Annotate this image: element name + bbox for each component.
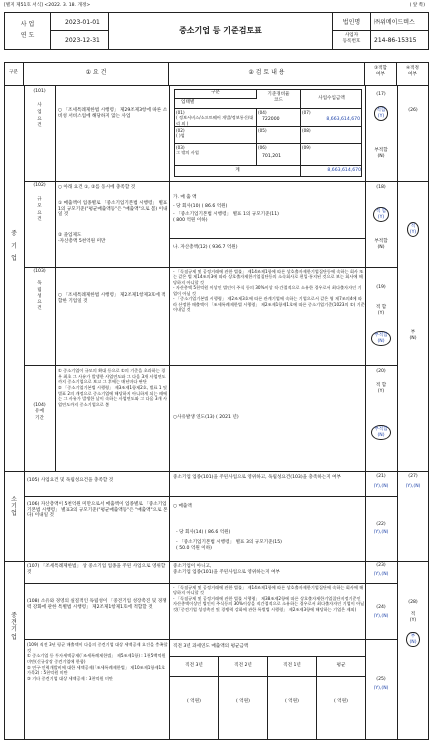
business-line1-amount: 8,663,614,670 bbox=[326, 117, 360, 123]
row-109-fit-no: (25) bbox=[376, 677, 386, 682]
row-105-fit[interactable]: (Y),(N) bbox=[373, 484, 389, 489]
col-review: ② 검 토 내 용 bbox=[169, 62, 365, 85]
row-102-rev4: 나. 자산총액(12) ( 936.7 억원) bbox=[173, 245, 238, 250]
revenue-col-1: 직전 3년 bbox=[170, 657, 219, 677]
page-label: ( 앞 쪽) bbox=[409, 3, 425, 8]
row-102-rev2: - 당 회사(10) ( 86.6 억원) bbox=[173, 203, 228, 209]
row-106-fit[interactable]: (Y),(N) bbox=[373, 530, 389, 535]
row-104-fit-no-label[interactable]: 부적합 (N) bbox=[371, 425, 390, 440]
row-108 bbox=[24, 583, 429, 639]
business-table-head-type: 구분 bbox=[175, 90, 257, 99]
biz-no-label: 사업자 등록번호 bbox=[333, 31, 371, 50]
row-106-rev1: ○ 매출액 bbox=[173, 504, 192, 509]
row-102-fit-yes[interactable]: 적 합 (Y) bbox=[373, 207, 389, 222]
row-107-requirement: (107) 「조세특례제한법」 상 중소기업 업종을 주된 사업으로 영위할 것 bbox=[27, 564, 166, 575]
row-103-fit-yes[interactable]: 적 합 (Y) bbox=[375, 305, 387, 316]
row-102-rev1: 가. 매 출 액 bbox=[173, 195, 197, 200]
row-102-code: (102) 규 모 요 건 bbox=[33, 183, 46, 223]
corp-name: ㈜위메이드텍스 bbox=[371, 13, 429, 31]
row-102-req2: ① 매출액이 업종별로 「중소기업기본법 시행령」 별표 1의 규모기준("평균매출액등"은 "매출액"으로 봄) 이내일 것 bbox=[58, 201, 168, 218]
revenue-val-avg: ( 억원) bbox=[334, 699, 348, 704]
col-fit3: ③적합 여부 bbox=[365, 62, 397, 85]
col-section: 구분 bbox=[4, 62, 24, 85]
row-106-rev3: - 「중소기업기본법 시행령」 별표 3의 규모기준(15) ( 50.0 억원 이하) bbox=[176, 540, 282, 551]
row-101-fit-no: (17) bbox=[376, 92, 386, 97]
mid-fit4: (28) bbox=[408, 600, 418, 605]
row-105-fit-no: (21) bbox=[376, 474, 386, 479]
period-label: 사 업 연 도 bbox=[5, 13, 51, 50]
form-label: [별지 제51호 서식] <2022. 3. 18. 개정> bbox=[4, 3, 91, 8]
corp-name-label: 법인명 bbox=[333, 13, 371, 31]
business-table-head-code: 기준경비율 코드 bbox=[257, 90, 301, 109]
side-label-mid: 중 견 기 업 bbox=[4, 561, 24, 740]
row-102-req1: ○ 아래 요건 ①, ②를 동시에 충족할 것 bbox=[58, 185, 136, 190]
period-start: 2023-01-01 bbox=[51, 13, 109, 31]
row-109 bbox=[24, 639, 429, 740]
col-fit4: ④적정 여부 bbox=[406, 66, 419, 77]
mid-fit4-yes[interactable]: 적 (Y) bbox=[409, 612, 417, 623]
business-line2-no: (08) bbox=[301, 127, 362, 144]
revenue-val-1: ( 억원) bbox=[170, 677, 219, 740]
page-title: 중소기업 등 기준검토표 bbox=[109, 13, 333, 50]
row-108-requirement: (108) 소유와 경영의 실질적인 독립성이 「중견기업 성장촉진 및 경쟁력 강화에 관한 특별법 시행령」 제2조제1항제1호에 적합할 것 bbox=[27, 599, 167, 610]
row-104-code: (104) 유예 기간 bbox=[33, 403, 46, 421]
business-line3-code: 701,201 bbox=[262, 154, 281, 160]
row-101-fit-yes[interactable]: 적합 (Y) bbox=[374, 106, 389, 121]
business-line1-label: (01) ( 정보서비스/소프트웨어 개발/정보통신/대리 외 ) bbox=[175, 109, 257, 127]
row-106-fit-no: (22) bbox=[376, 522, 386, 527]
row-102-fit-no: (18) bbox=[376, 185, 386, 190]
row-102-req3: ② 졸업제도 -자산총액 5천억원 미만 bbox=[58, 233, 106, 244]
period-end: 2023-12-31 bbox=[51, 31, 109, 50]
business-table-sub: 업태별 bbox=[175, 99, 257, 109]
revenue-col-3: 직전 1년 bbox=[268, 657, 317, 677]
row-104-requirement: ① 중소기업이 규모의 확대 등으로 ①의 기준을 초과하는 경우 최초 그 사유가 발생한 사업연도와 그 다음 3개 사업연도까지 중소기업으로 보고 그 후에는 매년마다 판단 ② 「중소기업기본법 시행령」 제3조제1항제2호, 별표 1 및 별표 2의 개정으로 중소기업에 해당하지 아니하게 되는 때에는 그 사유가 발생한 날이 속하는 사업연도와 그 다음 3개 사업연도까지 중소기업으로 봄 bbox=[58, 368, 168, 408]
row-103 bbox=[24, 267, 429, 365]
business-total-label: 계 bbox=[175, 166, 301, 177]
revenue-table bbox=[170, 657, 365, 740]
side-label-small: 소 기 업 bbox=[4, 471, 24, 561]
col-requirements: ① 요 건 bbox=[24, 62, 169, 85]
row-101-fit4: (26) bbox=[408, 108, 418, 113]
row-106 bbox=[24, 496, 429, 561]
row-102-rev3: - 「중소기업기본법 시행령」 별표 1의 규모기준(11) ( 800 억원 이하) bbox=[173, 212, 279, 224]
business-line3-code-no: (06) bbox=[258, 145, 267, 150]
column-header bbox=[4, 62, 429, 86]
sme-fit4-yes[interactable]: 적 (Y) bbox=[407, 222, 419, 237]
row-102 bbox=[24, 181, 429, 267]
row-101-code: (101) 사 업 요 건 bbox=[33, 89, 46, 129]
row-101-fit-no-label[interactable]: 부적합 (N) bbox=[374, 148, 388, 159]
row-103-code: (103) 독 립 성 요 건 bbox=[33, 269, 46, 312]
row-109-review: 직전 3년 과세연도 매출액의 평균금액 bbox=[170, 639, 365, 657]
row-101-requirement: ○ 「조세특례제한법 시행령」 제29조제3항에 따른 소비성 서비스업에 해당하지 않는 사업 bbox=[58, 108, 168, 119]
row-108-review: - 「독점규제 및 공정거래에 관한 법률」 제14조제1항에 따른 상호출자제한기업집단에 속하는 회사에 해당하지 아니할 것 - 「독점규제 및 공정거래에 관한 법률 시행령」 제38조제2항에 따른 상호출자제한기업집단지정기준인 자산총액이상인 법인이 주식등의 30%이상을 직간접적으로 소유하는 경우로서 최다출자자인 기업이 아닐것(「중견기업 성장촉진 및 경쟁력 강화에 관한 특별법 시행령」 제2조제3항에 해당하는 기업은 제외) bbox=[173, 585, 365, 612]
sme-fit4-no[interactable]: 부 (N) bbox=[409, 330, 417, 341]
row-105-review: 중소기업 업종(101)을 주된사업으로 영위하고, 독립성요건(103)을 충족하는지 여부 bbox=[173, 475, 342, 480]
row-105 bbox=[24, 471, 429, 496]
row-106-requirement: (106) 자산총액이 5천억원 미만으로서 매출액이 업종별로 「중소기업기본법 시행령」 별표3의 규모기준("평균매출액등"은 "매출액"으로 본다) 이내일 것 bbox=[27, 502, 168, 519]
business-total-amount: 8,663,614,670 bbox=[327, 168, 361, 173]
row-104-review: ○사유발생 연도(13) ( 2021 년) bbox=[173, 415, 239, 420]
business-table-head-amount: 사업수입금액 bbox=[301, 90, 362, 109]
revenue-val-2: ( 억원) bbox=[219, 677, 268, 740]
row-103-review: - 「독점규제 및 공정거래에 관한 법률」 제14조제1항에 따른 상호출자제한기업집단등에 속하는 회사 또는 같은 법 제14조의3에 따라 상호출자제한기업집단등의 소속회사로 편입·통지된 것으로 보는 회사에 해당하지 아니할 것 - 자산총액 5천억원 이상인 법인이 주식 등의 30%이상 직·간접적으로 소유한 경우로서 최다출자자인 기업이 아닐 것 - 「중소기업기본법 시행령」 제2조제3호에 따른 관계기업에 속하는 기업으로서 같은 영 제7조의4에 따라 산정한 매출액이 「조세특례제한법 시행령」 제2조제1항제1호에 따른 중소기업기준(1023의 ①) 기준 이내일 것 bbox=[173, 269, 365, 313]
row-103-requirement: ○ 「조세특례제한법 시행령」 제2조제1항제3호에 적합한 기업일 것 bbox=[58, 293, 166, 304]
business-table bbox=[174, 89, 362, 177]
row-105-fit4: (27) bbox=[408, 474, 418, 479]
revenue-col-2: 직전 2년 bbox=[219, 657, 268, 677]
business-line2-label: (02) ( )업 bbox=[175, 127, 257, 144]
row-105-fit4-ans[interactable]: (Y),(N) bbox=[405, 484, 421, 489]
row-108-fit-no: (24) bbox=[376, 605, 386, 610]
business-line3-no: (09) bbox=[301, 144, 362, 166]
business-line3-label: (03) 그 밖의 사업 bbox=[175, 144, 257, 166]
revenue-col-avg: 평균 bbox=[317, 657, 365, 677]
header-box bbox=[4, 12, 429, 50]
row-101 bbox=[24, 86, 429, 181]
side-label-sme: 중 기 업 bbox=[11, 230, 17, 263]
row-107 bbox=[24, 561, 429, 583]
mid-fit4-no[interactable]: 부 (N) bbox=[406, 632, 419, 647]
row-106-rev2: - 당 회사(14) ( 86.6 억원) bbox=[176, 530, 231, 535]
row-104-fit-no: (20) bbox=[376, 369, 386, 374]
row-107-fit-no: (23) bbox=[376, 563, 386, 568]
row-107-review: 중소기업이 아니고, 중소기업 업종(101)을 주된사업으로 영위하는지 여부 bbox=[173, 564, 280, 575]
row-109-requirement: (109) 직전 3년 평균 매출액이 다음의 중견기업 대상 세액공제 요건을 충족할 것 ① 중소기업 등 투자세액공제(「조세특례제한법」 제5조제1항) : 1천5백억원 미만(신규상장 중견기업에 한함) ② 연구·인력개발비에 대한 세액공제(「조세특례제한법」 제10조제1항제1호가목2) : 5천억원 미만 ③ 기타 중견기업 대상 세액공제 : 3천억원 미만 bbox=[27, 642, 168, 682]
row-104-fit-yes[interactable]: 적 합 (Y) bbox=[375, 383, 387, 394]
row-108-fit[interactable]: (Y),(N) bbox=[373, 614, 389, 619]
revenue-val-3: ( 억원) bbox=[268, 677, 317, 740]
row-103-fit-no: (19) bbox=[376, 285, 386, 290]
row-105-requirement: (105) 사업요건 및 독립성요건을 충족할 것 bbox=[27, 478, 114, 483]
biz-no: 214-86-15315 bbox=[374, 37, 417, 44]
business-line1-no: (07) bbox=[302, 110, 311, 115]
row-102-fit-no-label[interactable]: 부적합 (N) bbox=[374, 239, 388, 250]
row-107-fit[interactable]: (Y),(N) bbox=[373, 572, 389, 577]
row-104 bbox=[24, 365, 429, 471]
row-109-fit[interactable]: (Y),(N) bbox=[373, 686, 389, 691]
business-line2-code-no: (05) bbox=[257, 127, 301, 144]
business-line1-code: 722000 bbox=[262, 117, 280, 123]
row-103-fit-no-label[interactable]: 부적합 (N) bbox=[371, 331, 390, 346]
business-line1-code-no: (04) bbox=[258, 110, 267, 115]
